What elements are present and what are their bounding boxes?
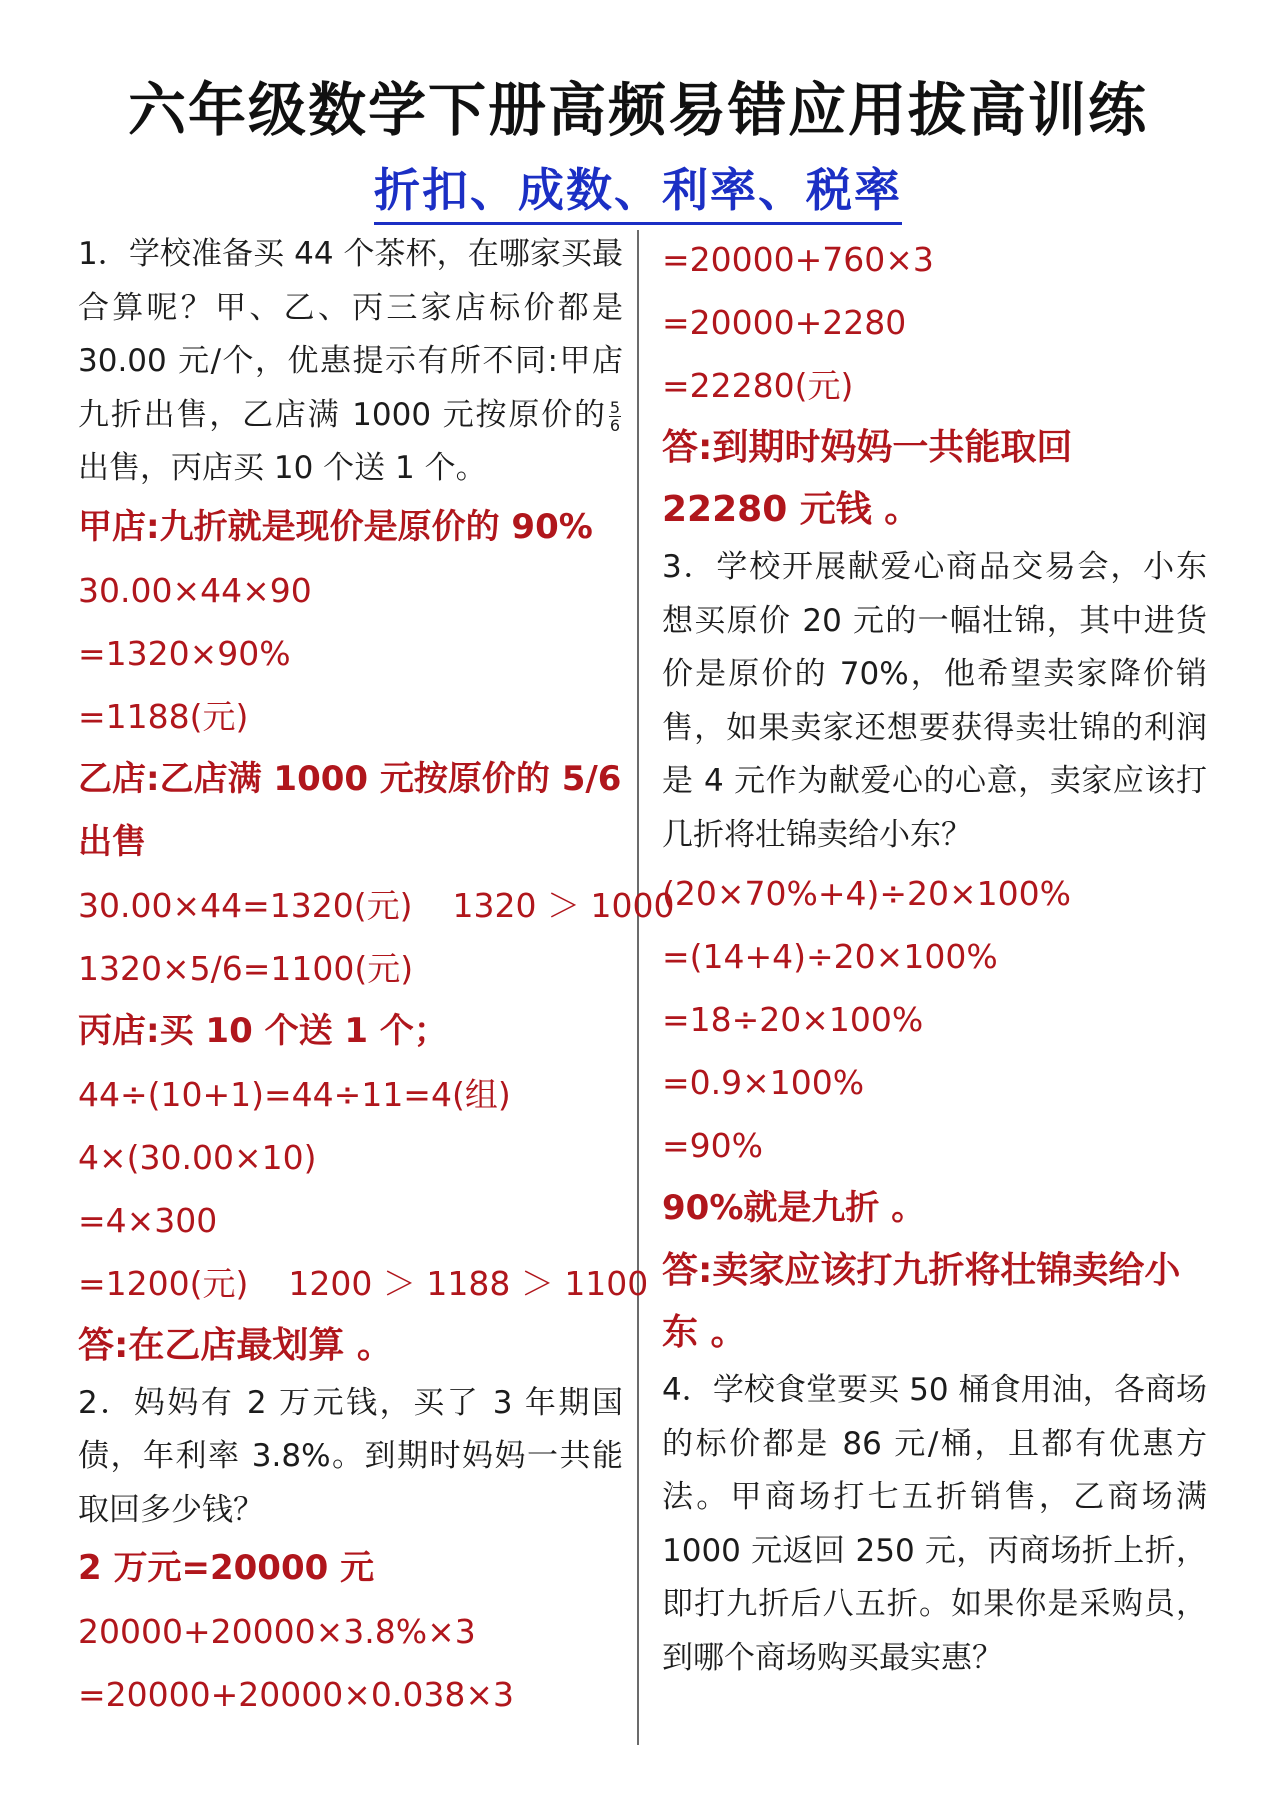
page-title: 六年级数学下册高频易错应用拔高训练 — [127, 76, 1148, 144]
q1-store-jia-heading: 甲店:九折就是现价是原价的 90% — [78, 506, 593, 547]
q3-step-2: =(14+4)÷20×100% — [662, 937, 998, 976]
q1-bing-step-3: =4×300 — [78, 1200, 218, 1240]
q2-answer: 答:到期时妈妈一共能取回 22280 元钱 。 — [662, 427, 1073, 530]
fraction-five-sixths — [609, 399, 621, 434]
fraction-numerator: 5 — [609, 397, 620, 417]
q1-bing-step-4 — [78, 1252, 649, 1315]
q3-step-3: =18÷20×100% — [662, 1000, 924, 1039]
question-3-text: 3．学校开展献爱心商品交易会，小东想买原价 20 元的一幅壮锦，其中进货价是原价的 70%，他希望卖家降价销售，如果卖家还想要获得卖壮锦的利润是 4 元作为献爱心的心意，卖家应该打几折将壮锦卖给小东？ — [662, 549, 1207, 853]
fraction-denominator: 6 — [609, 415, 620, 435]
question-1-text-before: 1．学校准备买 44 个茶杯，在哪家买最合算呢？甲、乙、丙三家店标价都是 30.00 元/个，优惠提示有所不同:甲店九折出售，乙店满 1000 元按原价的 — [78, 236, 623, 433]
q3-step-6: 90%就是九折 。 — [662, 1188, 926, 1228]
q3-answer: 答:卖家应该打九折将壮锦卖给小东 。 — [662, 1250, 1181, 1353]
question-1-text — [78, 228, 623, 496]
q2-step-1: 2 万元=20000 元 — [78, 1548, 375, 1588]
q2-step-6: =22280(元) — [662, 366, 854, 405]
column-divider — [637, 230, 639, 1745]
right-column — [662, 228, 1207, 1685]
q1-jia-step-3: =1188(元) — [78, 696, 249, 736]
q1-yi-step-1 — [78, 874, 675, 937]
q3-step-4: =0.9×100% — [662, 1063, 865, 1102]
left-column — [78, 228, 675, 1726]
q1-bing-step-4-compare: 1200 ＞ 1188 ＞ 1100 — [288, 1263, 649, 1303]
q3-step-5: =90% — [662, 1126, 763, 1165]
q1-yi-step-1-calc: 30.00×44=1320(元) — [78, 885, 413, 925]
question-4-text: 4．学校食堂要买 50 桶食用油，各商场的标价都是 86 元/桶，且都有优惠方法。甲商场打七五折销售，乙商场满 1000 元返回 250 元，丙商场折上折，即打九折后八五折。如果你是采购员，到哪个商场购买最实惠？ — [662, 1372, 1207, 1676]
q1-yi-step-2: 1320×5/6=1100(元) — [78, 948, 414, 988]
q1-jia-step-1: 30.00×44×90 — [78, 570, 312, 610]
q1-yi-step-1-compare: 1320 ＞ 1000 — [452, 885, 675, 925]
q1-store-bing-heading: 丙店:买 10 个送 1 个； — [78, 1010, 448, 1051]
q2-step-2: 20000+20000×3.8%×3 — [78, 1612, 476, 1651]
q2-step-3: =20000+20000×0.038×3 — [78, 1675, 515, 1714]
q3-step-1: (20×70%+4)÷20×100% — [662, 874, 1072, 913]
page-subtitle: 折扣、成数、利率、税率 — [374, 160, 902, 225]
q2-step-4: =20000+760×3 — [662, 240, 934, 279]
question-2-text: 2．妈妈有 2 万元钱，买了 3 年期国债，年利率 3.8%。到期时妈妈一共能取回多少钱？ — [78, 1384, 623, 1528]
q1-bing-step-2: 4×(30.00×10) — [78, 1137, 317, 1177]
subtitle-container — [0, 160, 1276, 225]
q1-answer: 答:在乙店最划算 。 — [78, 1324, 393, 1366]
q1-jia-step-2: =1320×90% — [78, 633, 291, 673]
q1-store-yi-heading: 乙店:乙店满 1000 元按原价的 5/6 出售 — [78, 758, 622, 862]
question-1-text-after: 出售，丙店买 10 个送 1 个。 — [78, 450, 487, 486]
q1-bing-step-1: 44÷(10+1)=44÷11=4(组) — [78, 1074, 511, 1114]
q1-bing-step-4-calc: =1200(元) — [78, 1263, 249, 1303]
q2-step-5: =20000+2280 — [662, 303, 907, 342]
